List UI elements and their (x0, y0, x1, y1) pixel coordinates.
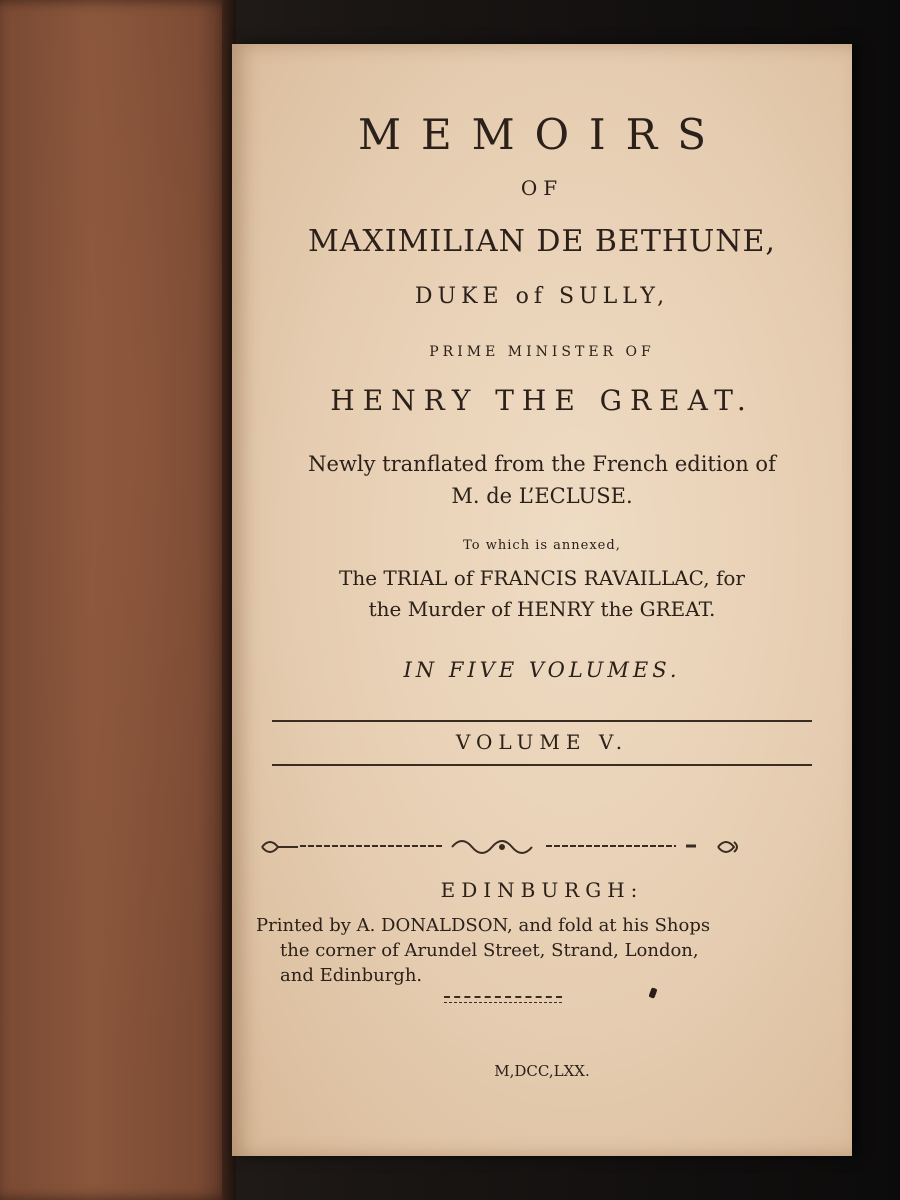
imprint-rule-secondary (444, 1002, 562, 1003)
book-cover (0, 0, 232, 1200)
subject-name: MAXIMILIAN DE BETHUNE, (308, 224, 776, 259)
subject-title: DUKE of SULLY, (414, 284, 670, 309)
prime-minister-line: PRIME MINISTER OF (429, 344, 655, 360)
volume-rule-top (272, 720, 812, 722)
title-memoirs: MEMOIRS (357, 110, 727, 159)
imprint-rule (444, 996, 562, 998)
title-page (232, 44, 852, 1156)
trial-line-2: the Murder of HENRY the GREAT. (368, 597, 716, 621)
printer-line-3: and Edinburgh. (280, 965, 423, 986)
trial-line-1: The TRIAL of FRANCIS RAVAILLAC, for (339, 566, 745, 590)
annexed-line: To which is annexed, (463, 538, 621, 553)
volume-rule-bottom (272, 764, 812, 766)
ink-mark (648, 987, 657, 998)
volume-label: VOLUME V. (455, 730, 629, 754)
floral-ornament-icon (256, 834, 832, 860)
imprint-city: EDINBURGH: (440, 878, 644, 902)
translation-line-2: M. de L’ECLUSE. (451, 484, 633, 508)
printer-line-2: the corner of Arundel Street, Strand, London, (280, 940, 699, 961)
henry-line: HENRY THE GREAT. (330, 384, 754, 417)
volumes-line: IN FIVE VOLUMES. (403, 658, 681, 682)
translation-line-1: Newly tranflated from the French edition of (308, 452, 776, 476)
imprint-date: M,DCC,LXX. (494, 1062, 590, 1080)
printer-line-1: Printed by A. DONALDSON, and fold at his Shops (256, 915, 711, 936)
title-of: OF (520, 176, 564, 200)
